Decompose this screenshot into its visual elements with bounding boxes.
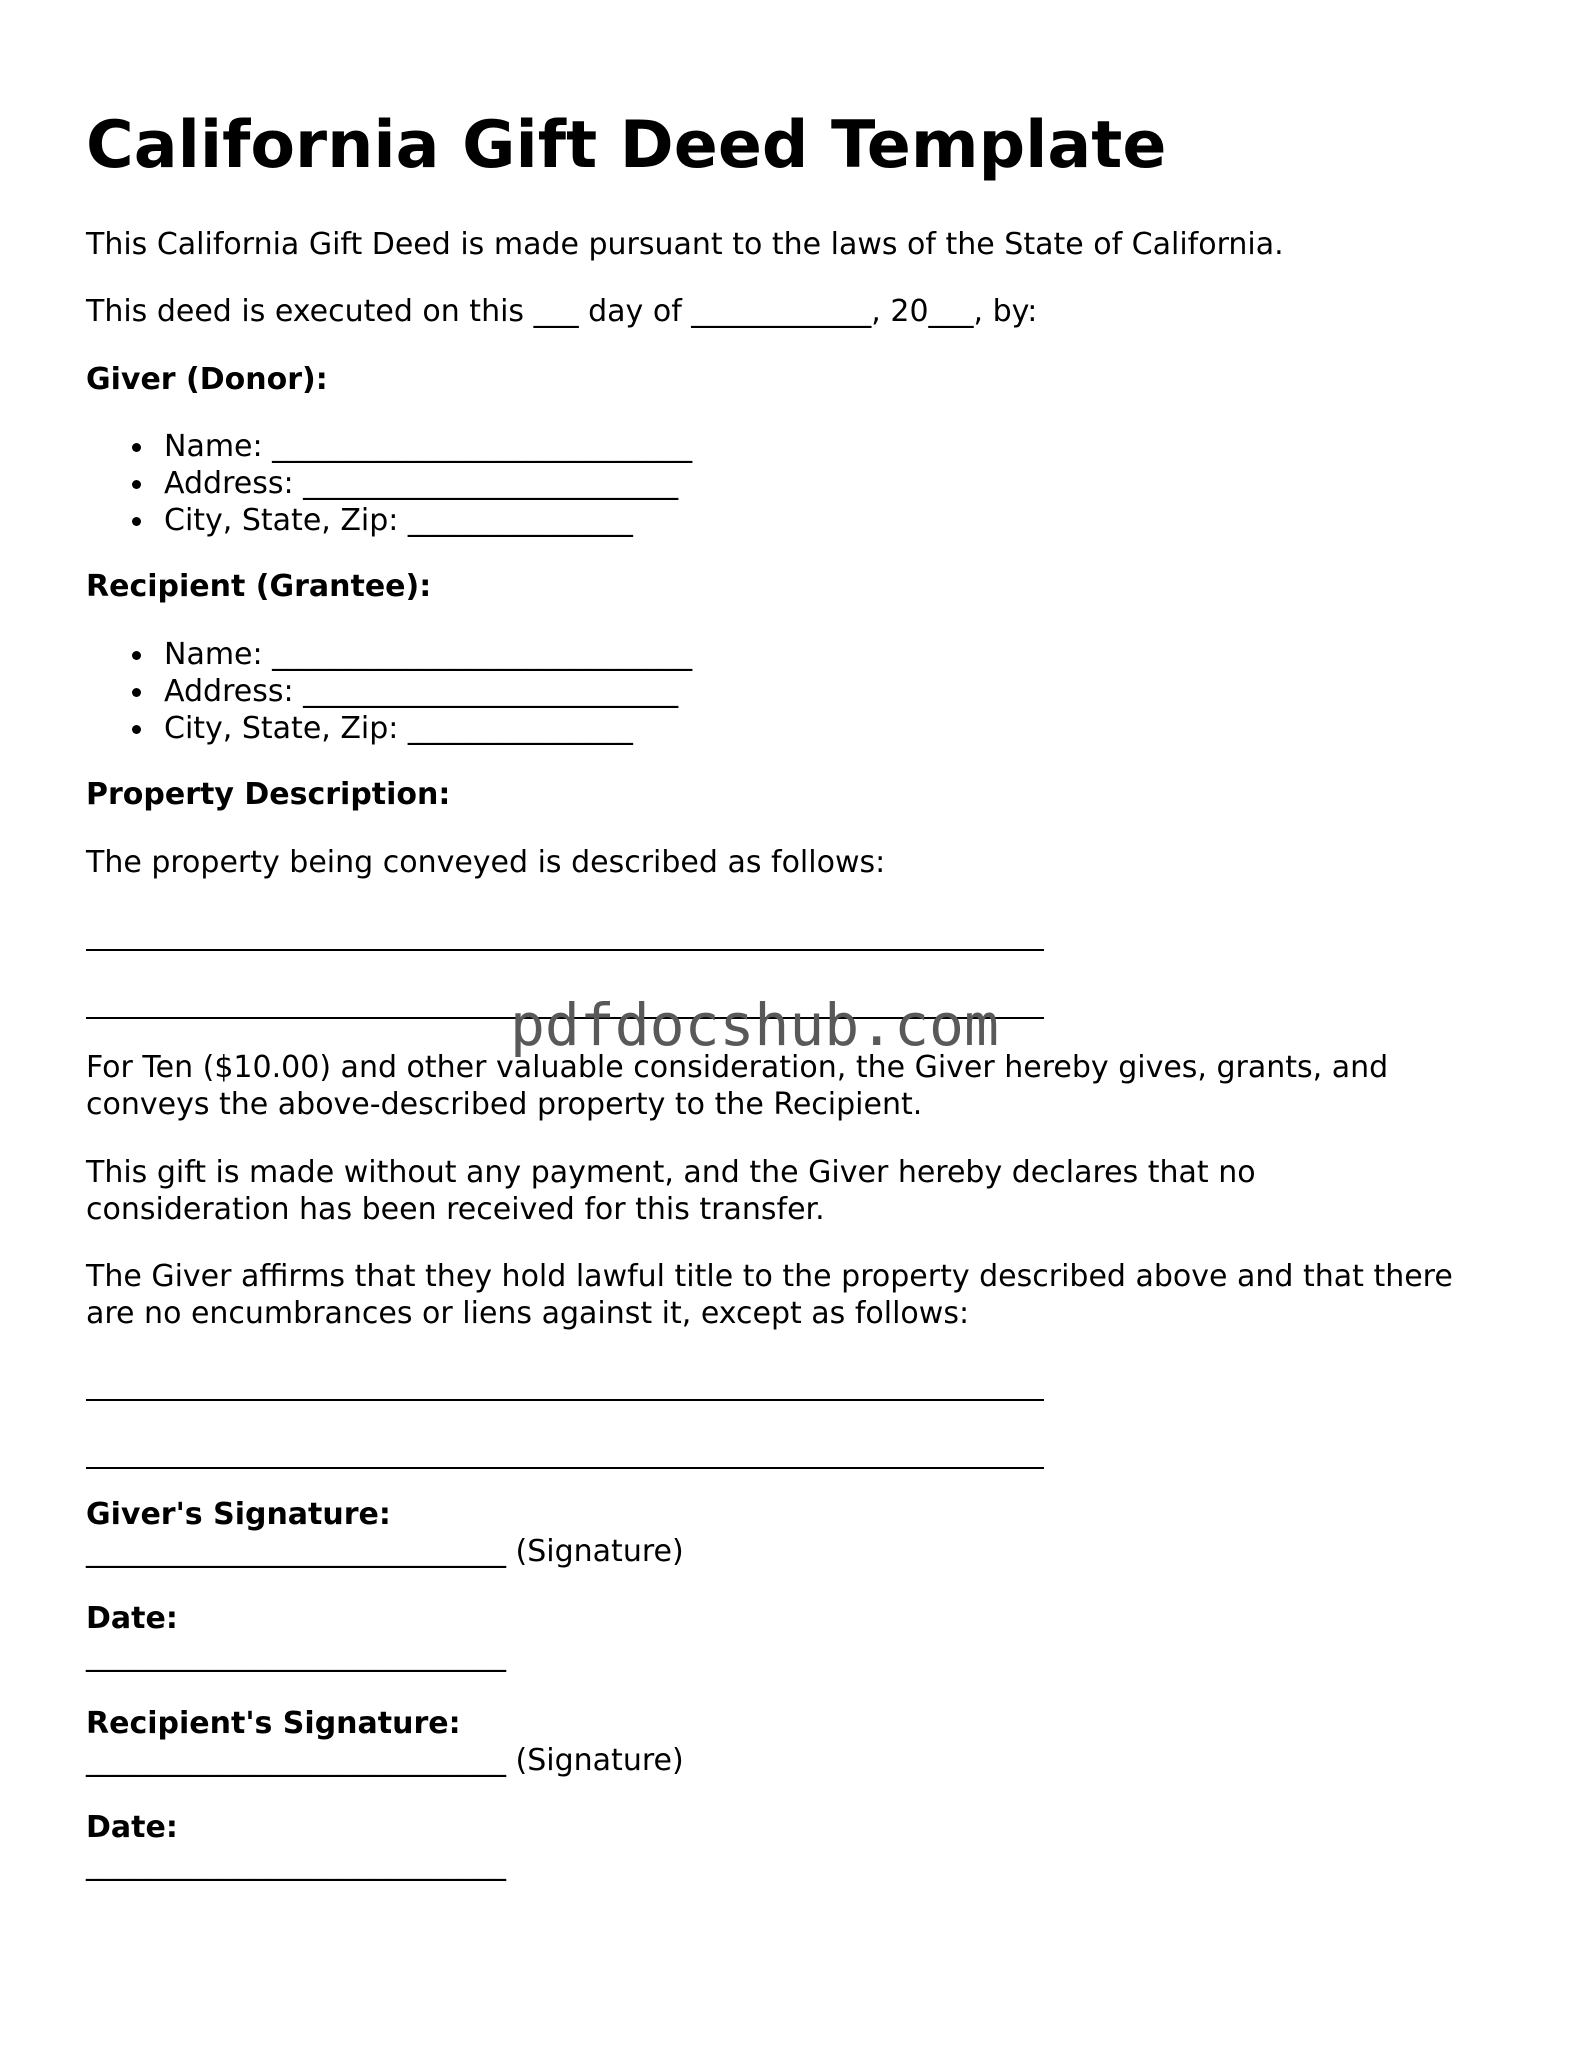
consideration-line-2: conveys the above-described property to the Recipient. [86, 1087, 923, 1122]
no-payment-line-2: consideration has been received for this transfer. [86, 1192, 825, 1227]
recipient-address-field: Address: _________________________ [86, 673, 692, 710]
watermark: pdfdocshub.com [510, 991, 999, 1059]
giver-heading: Giver (Donor): [86, 362, 328, 397]
affirmation-line-2: are no encumbrances or liens against it, except as follows: [86, 1296, 970, 1331]
bullet-icon [132, 517, 141, 526]
giver-signature-line: ____________________________ (Signature) [86, 1534, 684, 1569]
giver-city-state-zip-field: City, State, Zip: _______________ [86, 502, 692, 539]
giver-signature-heading: Giver's Signature: [86, 1497, 391, 1532]
encumbrances-line-1 [86, 1399, 1044, 1401]
bullet-icon [132, 651, 141, 660]
property-intro: The property being conveyed is described as follows: [86, 845, 886, 880]
giver-date-heading: Date: [86, 1601, 178, 1636]
recipient-signature-heading: Recipient's Signature: [86, 1706, 461, 1741]
recipient-name-field: Name: ____________________________ [86, 636, 692, 673]
giver-date-line: ____________________________ [86, 1638, 506, 1673]
recipient-date-line: ____________________________ [86, 1847, 506, 1882]
recipient-date-heading: Date: [86, 1810, 178, 1845]
encumbrances-line-2 [86, 1467, 1044, 1469]
recipient-signature-line: ____________________________ (Signature) [86, 1743, 684, 1778]
affirmation-line-1: The Giver affirms that they hold lawful title to the property described above and that there [86, 1259, 1453, 1294]
bullet-icon [132, 725, 141, 734]
consideration-line-1: For Ten ($10.00) and other valuable consideration, the Giver hereby gives, grants, and [86, 1050, 1389, 1085]
no-payment-line-1: This gift is made without any payment, and the Giver hereby declares that no [86, 1155, 1256, 1190]
bullet-icon [132, 688, 141, 697]
recipient-heading: Recipient (Grantee): [86, 569, 432, 604]
giver-name-field: Name: ____________________________ [86, 428, 692, 465]
page-title: California Gift Deed Template [86, 108, 1167, 183]
giver-address-field: Address: _________________________ [86, 465, 692, 502]
property-description-line-1 [86, 949, 1044, 951]
bullet-icon [132, 480, 141, 489]
bullet-icon [132, 443, 141, 452]
recipient-fields-list [86, 636, 692, 747]
giver-fields-list [86, 428, 692, 539]
recipient-city-state-zip-field: City, State, Zip: _______________ [86, 710, 692, 747]
execution-date-line: This deed is executed on this ___ day of ____________, 20___, by: [86, 294, 1038, 329]
intro-paragraph: This California Gift Deed is made pursuant to the laws of the State of California. [86, 227, 1284, 262]
property-heading: Property Description: [86, 777, 451, 812]
